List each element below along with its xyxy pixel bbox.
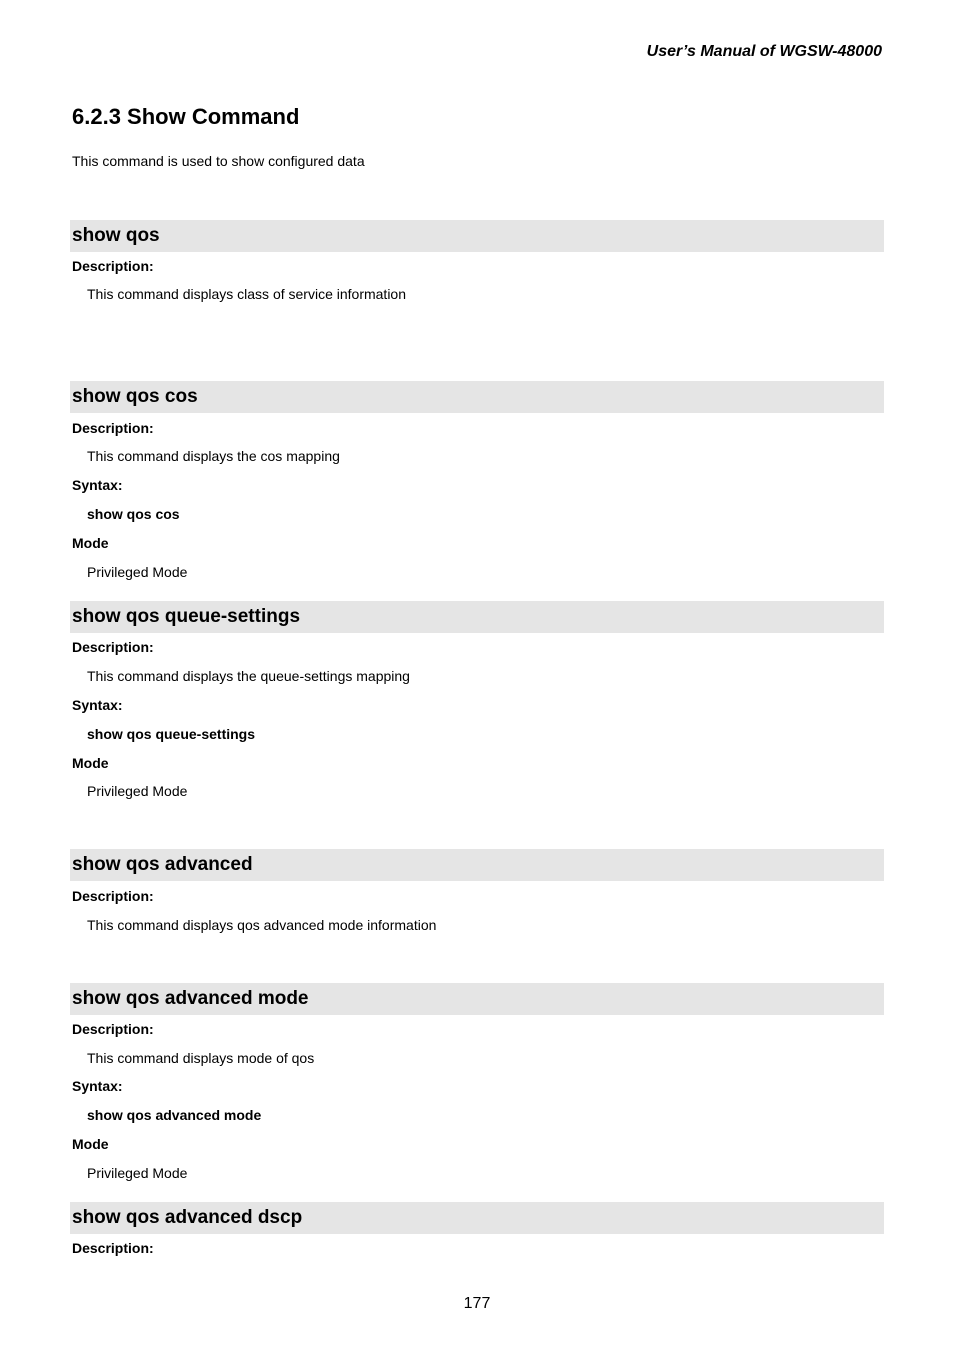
description-text: This command displays the cos mapping [87, 448, 340, 464]
syntax-text: show qos advanced mode [87, 1107, 262, 1123]
description-text: This command displays mode of qos [87, 1050, 315, 1066]
running-header: User’s Manual of WGSW-48000 [646, 43, 882, 60]
mode-label: Mode [72, 535, 109, 551]
description-label: Description: [72, 258, 154, 274]
description-label: Description: [72, 888, 154, 904]
mode-text: Privileged Mode [87, 783, 188, 799]
section-title: 6.2.3 Show Command [72, 104, 300, 129]
description-label: Description: [72, 1021, 154, 1037]
description-label: Description: [72, 420, 154, 436]
mode-label: Mode [72, 1136, 109, 1152]
syntax-text: show qos cos [87, 506, 180, 522]
command-heading: show qos advanced [70, 849, 884, 881]
mode-text: Privileged Mode [87, 564, 188, 580]
command-heading: show qos cos [70, 381, 884, 413]
description-text: This command displays the queue-settings mapping [87, 668, 410, 684]
syntax-label: Syntax: [72, 697, 123, 713]
syntax-label: Syntax: [72, 477, 123, 493]
mode-text: Privileged Mode [87, 1165, 188, 1181]
description-text: This command displays qos advanced mode information [87, 917, 437, 933]
description-label: Description: [72, 1240, 154, 1256]
command-heading: show qos queue-settings [70, 601, 884, 633]
command-heading: show qos advanced mode [70, 983, 884, 1015]
description-text: This command displays class of service information [87, 286, 407, 302]
page-number: 177 [463, 1295, 491, 1312]
description-label: Description: [72, 639, 154, 655]
section-intro: This command is used to show configured data [72, 153, 365, 169]
command-heading: show qos [70, 220, 884, 252]
syntax-text: show qos queue-settings [87, 726, 256, 742]
syntax-label: Syntax: [72, 1078, 123, 1094]
command-heading: show qos advanced dscp [70, 1202, 884, 1234]
mode-label: Mode [72, 755, 109, 771]
